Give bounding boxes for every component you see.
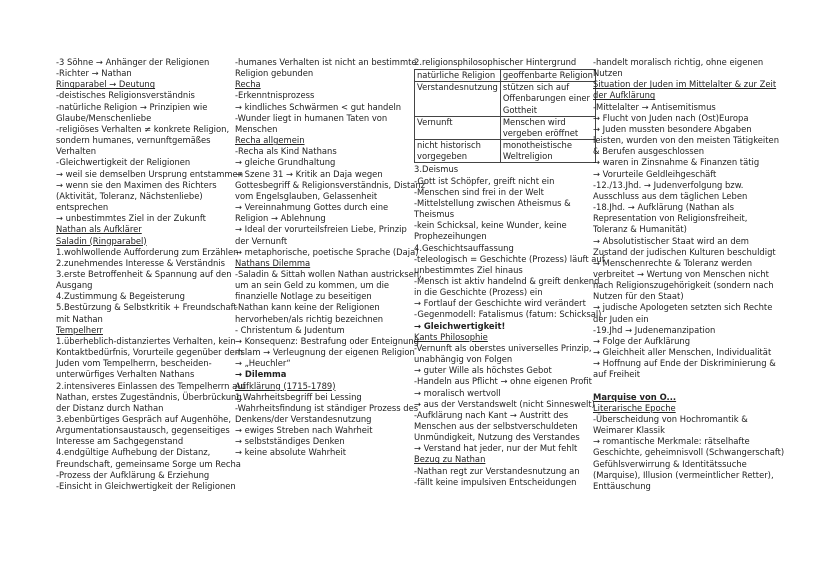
note-line: Gottesbegriff & Religionsverständnis, Distanz (235, 179, 426, 190)
note-line: → ewiges Streben nach Wahrheit (235, 425, 373, 436)
note-line: (Marquise), Illusion (vermeintlicher Retter), (593, 469, 774, 480)
note-line: Glaube/Menschenliebe (56, 112, 152, 123)
note-line: -natürliche Religion → Prinzipien wie (56, 101, 208, 112)
section-heading-kant: Kants Philosophie (414, 331, 488, 342)
note-line: Ausschluss aus dem täglichen Leben (593, 190, 748, 201)
section-heading-religionsphilosophie: 2.religionsphilosophischer Hintergrund (414, 57, 577, 67)
note-line: Weimarer Klassik (593, 425, 665, 436)
note-line: Representation von Religionsfreiheit, (593, 213, 748, 224)
notes-column-4 (593, 57, 783, 492)
table-row (415, 140, 596, 163)
note-line: -19.Jhd → Judenemanzipation (593, 324, 716, 335)
note-line: → wenn sie den Maximen des Richters (56, 179, 217, 190)
note-line: -Wahrheitsfindung ist ständiger Prozess des (235, 402, 419, 413)
note-line: -humanes Verhalten ist nicht an bestimmte (235, 57, 417, 67)
note-line: → „Heuchler“ (235, 358, 291, 369)
note-line: unabhängig von Folgen (414, 354, 513, 365)
note-line: -Gott ist Schöpfer, greift nicht ein (414, 175, 555, 186)
note-line: -Islam → Verleugnung der eigenen Religion (235, 347, 415, 358)
note-line: -handelt moralisch richtig, ohne eigenen (593, 57, 764, 67)
note-line: Kontaktbedürfnis, Vorurteile gegenüber dem (56, 347, 243, 358)
note-line: 3.ebenbürtiges Gespräch auf Augenhöhe, (56, 414, 231, 424)
section-heading-saladin: Saladin (Ringparabel) (56, 235, 147, 246)
table-row (415, 82, 596, 116)
note-line: → keine absolute Wahrheit (235, 447, 347, 458)
section-heading-nathans-dilemma: Nathans Dilemma (235, 257, 311, 268)
note-line: Denkens/der Verstandesnutzung (235, 414, 372, 424)
note-line: um an sein Geld zu kommen, um die (235, 280, 390, 291)
note-line: -Wunder liegt in humanen Taten von (235, 112, 388, 123)
note-line: Enttäuschung (593, 480, 651, 491)
section-heading-aufklaerung: Aufklärung (1715-1789) (235, 380, 336, 391)
note-line: → moralisch wertvoll (414, 387, 501, 398)
note-line: -Richter → Nathan (56, 68, 132, 79)
note-line: 5.Bestürzung & Selbstkritik + Freundschaft (56, 302, 237, 313)
note-line: der Vernunft (235, 235, 288, 246)
table-cell: stützen sich auf Offenbarungen einer Gottheit (500, 82, 595, 116)
note-line: -fällt keine impulsiven Entscheidungen (414, 476, 577, 487)
note-line: Toleranz & Humanität) (593, 224, 687, 235)
section-heading-recha-allgemein: Recha allgemein (235, 135, 305, 146)
note-line: -Prozess der Aufklärung & Erziehung (56, 469, 210, 480)
table-cell: natürliche Religion (415, 70, 501, 82)
table-row (415, 116, 596, 139)
note-line: leisten, wurden von den meisten Tätigkeiten (593, 135, 779, 146)
note-line: -kein Schicksal, keine Wunder, keine (414, 220, 567, 231)
note-line: → selbstständiges Denken (235, 436, 345, 447)
note-line: Zustand der judischen Kulturen beschuldigt (593, 246, 776, 257)
note-line: → Konsequenz: Bestrafung oder Enteignung (235, 335, 419, 346)
note-line: -Mittelstellung zwischen Atheismus & (414, 197, 571, 208)
table-row (415, 70, 596, 82)
note-line: Argumentationsaustausch, gegenseitiges (56, 425, 230, 436)
note-line: → waren in Zinsnahme & Finanzen tätig (593, 157, 760, 168)
note-line: (Aktivität, Toleranz, Nächstenliebe) (56, 190, 203, 201)
section-heading-bezug-nathan: Bezug zu Nathan (414, 454, 486, 465)
note-line: -Vernunft als oberstes universelles Prinzip, (414, 342, 592, 353)
note-line: → romantische Merkmale: rätselhafte (593, 436, 750, 447)
note-line: → Hoffnung auf Ende der Diskriminierung & (593, 358, 776, 369)
table-cell: monotheistische Weltreligion (500, 140, 595, 163)
note-line: -3 Söhne → Anhänger der Religionen (56, 57, 210, 67)
note-line: -Gegenmodell: Fatalismus (fatum: Schicksal) (414, 309, 602, 320)
note-line: → Vorurteile Geldleihgeschäft (593, 168, 717, 179)
note-line: - Christentum & Judentum (235, 324, 345, 335)
note-line: -Gleichwertigkeit der Religionen (56, 157, 191, 168)
notes-column-2 (235, 57, 426, 459)
note-line: -Aufklärung nach Kant → Austritt des (414, 409, 569, 420)
note-line: -Überscheidung von Hochromantik & (593, 414, 748, 424)
note-line: Freundschaft, gemeinsame Sorge um Recha (56, 458, 241, 469)
note-line: → Menschenrechte & Toleranz werden (593, 257, 753, 268)
note-line: → guter Wille als höchstes Gebot (414, 365, 552, 376)
note-line: hervorheben/als richtig bezeichnen (235, 313, 384, 324)
note-line: verbreitet → Wertung von Menschen nicht (593, 268, 769, 279)
note-line: Verhalten (56, 146, 97, 157)
table-cell: nicht historisch vorgegeben (415, 140, 501, 163)
table-cell: Vernunft (415, 116, 501, 139)
note-line: Religion gebunden (235, 68, 314, 79)
table-cell: Menschen wird vergeben eröffnet (500, 116, 595, 139)
note-line: → Verstand hat jeder, nur der Mut fehlt (414, 443, 578, 454)
note-line: → Fortlauf der Geschichte wird verändert (414, 298, 586, 309)
note-line: -18.Jhd. → Aufklärung (Nathan als (593, 202, 734, 213)
note-line: → judische Apologeten setzten sich Rechte (593, 302, 773, 313)
note-line: Interesse am Sachgegenstand (56, 436, 184, 447)
note-line: Nathan, erstes Zugeständnis, Überbrückung (56, 391, 242, 402)
note-line: → metaphorische, poetische Sprache (Daja) (235, 246, 419, 257)
notes-column-1 (56, 57, 246, 492)
note-line: -Mensch ist aktiv handelnd & greift denkend (414, 275, 600, 286)
note-line: → Vereinnahmung Gottes durch eine (235, 202, 389, 213)
note-line: 3.Deismus (414, 164, 459, 175)
table-cell: geoffenbarte Religion (500, 70, 595, 82)
note-line: 3.erste Betroffenheit & Spannung auf den (56, 268, 232, 279)
note-line: -12./13.Jhd. → Judenverfolgung bzw. (593, 179, 744, 190)
section-heading-tempelherr: Tempelherr (56, 324, 103, 335)
note-line: Prophezeihungen (414, 231, 487, 242)
note-line: Menschen (235, 123, 278, 134)
note-line: nach Religionszugehörigkeit (sondern nach (593, 280, 774, 291)
note-line: -Einsicht in Gleichwertigkeit der Religionen (56, 480, 236, 491)
note-line: entsprechen (56, 202, 109, 213)
blank-line (593, 381, 783, 392)
note-line: -Menschen sind frei in der Welt (414, 186, 544, 197)
note-line: → kindliches Schwärmen < gut handeln (235, 101, 402, 112)
note-line: 2.intensiveres Einlassen des Tempelherrn auf (56, 380, 246, 391)
note-line: → Ideal der vorurteilsfreien Liebe, Prinzip (235, 224, 407, 235)
note-line: -Recha als Kind Nathans (235, 146, 337, 157)
note-line: Gefühlsverwirrung & Identitätssuche (593, 458, 747, 469)
note-line: 1.wohlwollende Aufforderung zum Erzählen (56, 246, 239, 257)
note-line: → Gleichheit aller Menschen, Individualität (593, 347, 772, 358)
note-line: Nutzen (593, 68, 623, 79)
note-line: 4.endgültige Aufhebung der Distanz, (56, 447, 211, 458)
note-line: sondern humanes, vernunftgemäßes (56, 135, 211, 146)
note-line: → aus der Verstandswelt (nicht Sinneswelt) (414, 398, 595, 409)
note-line: → Szene 31 → Kritik an Daja wegen (235, 168, 383, 179)
note-line: 2.zunehmendes Interesse & Verständnis (56, 257, 226, 268)
section-heading-marquise: Marquise von O... (593, 391, 677, 402)
note-line: -teleologisch = Geschichte (Prozess) läuft auf (414, 253, 605, 264)
note-line: Theismus (414, 209, 455, 220)
note-line-bold: → Gleichwertigkeit! (414, 320, 506, 331)
note-line: -Nathan kann keine der Religionen (235, 302, 380, 313)
section-heading-literarische-epoche: Literarische Epoche (593, 402, 676, 413)
note-line: -Nathan regt zur Verstandesnutzung an (414, 465, 580, 476)
note-line: Juden vom Tempelherrn, bescheiden- (56, 358, 212, 369)
note-line: Geschichte, geheimnisvoll (Schwangerschaft) (593, 447, 785, 458)
note-line: Nutzen für den Staat) (593, 291, 684, 302)
note-line: unterwürfiges Verhalten Nathans (56, 369, 195, 380)
note-line: 4.Geschichtsauffassung (414, 242, 514, 253)
note-line: → weil sie demselben Ursprung entstammen (56, 168, 244, 179)
note-line: 1.überheblich-distanziertes Verhalten, kein (56, 335, 236, 346)
note-line: 1.Wahrheitsbegriff bei Lessing (235, 391, 362, 402)
section-heading-juden: Situation der Juden im Mittelalter & zur Zeit (593, 79, 777, 90)
note-line: → Absolutistischer Staat wird an dem (593, 235, 749, 246)
notes-column-3 (414, 57, 605, 488)
note-line: -Saladin & Sittah wollen Nathan austricksen, (235, 268, 422, 279)
note-line: 4.Zustimmung & Begeisterung (56, 291, 185, 302)
note-line: → unbestimmtes Ziel in der Zukunft (56, 213, 206, 224)
note-line: Menschen aus der selbstverschuldeten (414, 421, 578, 431)
religion-comparison-table (414, 69, 596, 163)
note-line-bold: → Dilemma (235, 369, 287, 380)
section-heading-ringparabel: Ringparabel → Deutung (56, 79, 156, 90)
note-line: -deistisches Religionsverständnis (56, 90, 195, 101)
note-line: der Distanz durch Nathan (56, 402, 164, 413)
note-line: → gleiche Grundhaltung (235, 157, 336, 168)
note-line: mit Nathan (56, 313, 103, 324)
note-line: -Handeln aus Pflicht → ohne eigenen Profit (414, 376, 592, 387)
note-line: → Folge der Aufklärung (593, 335, 691, 346)
section-heading-nathan-aufklaerer: Nathan als Aufklärer (56, 224, 142, 235)
section-heading-recha: Recha (235, 79, 261, 90)
note-line: vom Engelsglauben, Gelassenheit (235, 190, 378, 201)
note-line: Religion → Ablehnung (235, 213, 326, 224)
note-line: -Mittelalter → Antisemitismus (593, 101, 716, 112)
note-line: auf Freiheit (593, 369, 641, 380)
note-line: & Berufen ausgeschlossen (593, 146, 705, 157)
note-line: in die Geschichte (Prozess) ein (414, 287, 543, 298)
table-cell: Verstandesnutzung (415, 82, 501, 116)
note-line: → Flucht von Juden nach (Ost)Europa (593, 112, 749, 123)
note-line: Ausgang (56, 280, 93, 291)
note-line: finanzielle Notlage zu beseitigen (235, 291, 372, 302)
note-line: → Juden mussten besondere Abgaben (593, 123, 752, 134)
section-heading-juden-cont: der Aufklärung (593, 90, 656, 101)
note-line: der Juden ein (593, 313, 649, 324)
note-line: Unmündigkeit, Nutzung des Verstandes (414, 432, 580, 443)
note-line: -religiöses Verhalten ≠ konkrete Religion, (56, 123, 230, 134)
note-line: unbestimmtes Ziel hinaus (414, 264, 523, 275)
note-line: -Erkenntnisprozess (235, 90, 315, 101)
